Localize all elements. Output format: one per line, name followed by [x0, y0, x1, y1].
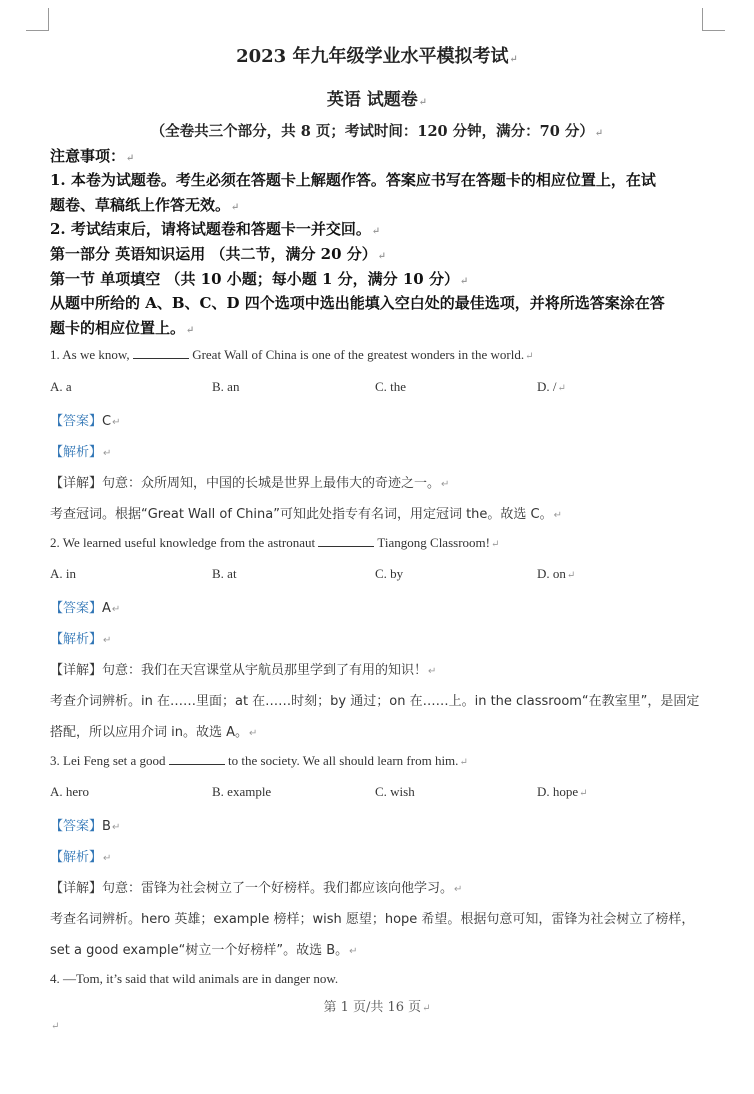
- instructions-heading: 注意事项：↵: [50, 147, 135, 165]
- question-3-explanation-cont: set a good example“树立一个好榜样”。故选 B。↵: [50, 943, 358, 958]
- page-footer: 第 1 页/共 16 页↵: [323, 1000, 431, 1015]
- option-b: B. at: [212, 566, 237, 581]
- exam-subtitle: 英语 试题卷↵: [326, 90, 428, 110]
- directions: 从题中所给的 A、B、C、D 四个选项中选出能填入空白处的最佳选项，并将所选答案涂在答: [50, 294, 665, 312]
- question-3-answer: 【答案】B↵: [50, 819, 121, 834]
- instruction-item-1: 1. 本卷为试题卷。考生必须在答题卡上解题作答。答案应书写在答题卡的相应位置上，在试: [50, 171, 656, 189]
- part-heading: 第一部分 英语知识运用 （共二节，满分 20 分）↵: [50, 245, 387, 263]
- instruction-item-1-cont: 题卷、草稿纸上作答无效。↵: [50, 196, 240, 214]
- section-heading: 第一节 单项填空 （共 10 小题；每小题 1 分，满分 10 分）↵: [50, 270, 469, 288]
- option-b: B. an: [212, 379, 240, 394]
- question-3-explanation: 考查名词辨析。hero 英雄；example 榜样；wish 愿望；hope 希望。根据句意可知，雷锋为社会树立了榜样，: [50, 912, 695, 927]
- corner-mark-top-right: [702, 8, 725, 31]
- question-4-stem: 4. —Tom, it’s said that wild animals are in danger now.: [50, 971, 339, 986]
- option-c: C. by: [375, 566, 404, 581]
- exam-title: 2023 年九年级学业水平模拟考试↵: [236, 46, 518, 67]
- question-1-analysis: 【解析】↵: [50, 445, 112, 460]
- question-3-detail: 【详解】句意：雷锋为社会树立了一个好榜样。我们都应该向他学习。↵: [50, 881, 463, 896]
- question-3-analysis: 【解析】↵: [50, 850, 112, 865]
- option-c: C. the: [375, 379, 407, 394]
- option-d: D. /↵: [537, 379, 566, 394]
- question-3-stem: 3. Lei Feng set a good to the society. We all should learn from him.↵: [50, 753, 468, 768]
- corner-mark-top-left: [26, 8, 49, 31]
- option-d: D. on↵: [537, 566, 576, 581]
- option-a: A. a: [50, 379, 72, 394]
- question-2-explanation: 考查介词辨析。in 在……里面；at 在……时刻；by 通过；on 在……上。in the classroom“在教室里”，是固定: [50, 694, 700, 709]
- instruction-item-2: 2. 考试结束后，请将试题卷和答题卡一并交回。↵: [50, 220, 381, 238]
- option-a: A. hero: [50, 784, 89, 799]
- option-a: A. in: [50, 566, 76, 581]
- question-2-analysis: 【解析】↵: [50, 632, 112, 647]
- directions-cont: 题卡的相应位置上。↵: [50, 319, 195, 337]
- question-2-stem: 2. We learned useful knowledge from the astronaut Tiangong Classroom!↵: [50, 535, 500, 550]
- option-b: B. example: [212, 784, 272, 799]
- exam-notice: （全卷共三个部分，共 8 页；考试时间：120 分钟，满分：70 分）↵: [150, 123, 604, 140]
- option-d: D. hope↵: [537, 784, 588, 799]
- question-2-explanation-cont: 搭配，所以应用介词 in。故选 A。↵: [50, 725, 258, 740]
- paragraph-mark: ↵: [51, 1021, 60, 1032]
- question-1-explanation: 考查冠词。根据“Great Wall of China”可知此处指专有名词，用定冠词 the。故选 C。↵: [50, 507, 563, 522]
- question-2-detail: 【详解】句意：我们在天宫课堂从宇航员那里学到了有用的知识！↵: [50, 663, 437, 678]
- question-1-stem: 1. As we know, Great Wall of China is one of the greatest wonders in the world.↵: [50, 347, 534, 362]
- question-1-detail: 【详解】句意：众所周知，中国的长城是世界上最伟大的奇迹之一。↵: [50, 476, 450, 491]
- question-1-answer: 【答案】C↵: [50, 414, 121, 429]
- option-c: C. wish: [375, 784, 415, 799]
- question-2-answer: 【答案】A↵: [50, 601, 121, 616]
